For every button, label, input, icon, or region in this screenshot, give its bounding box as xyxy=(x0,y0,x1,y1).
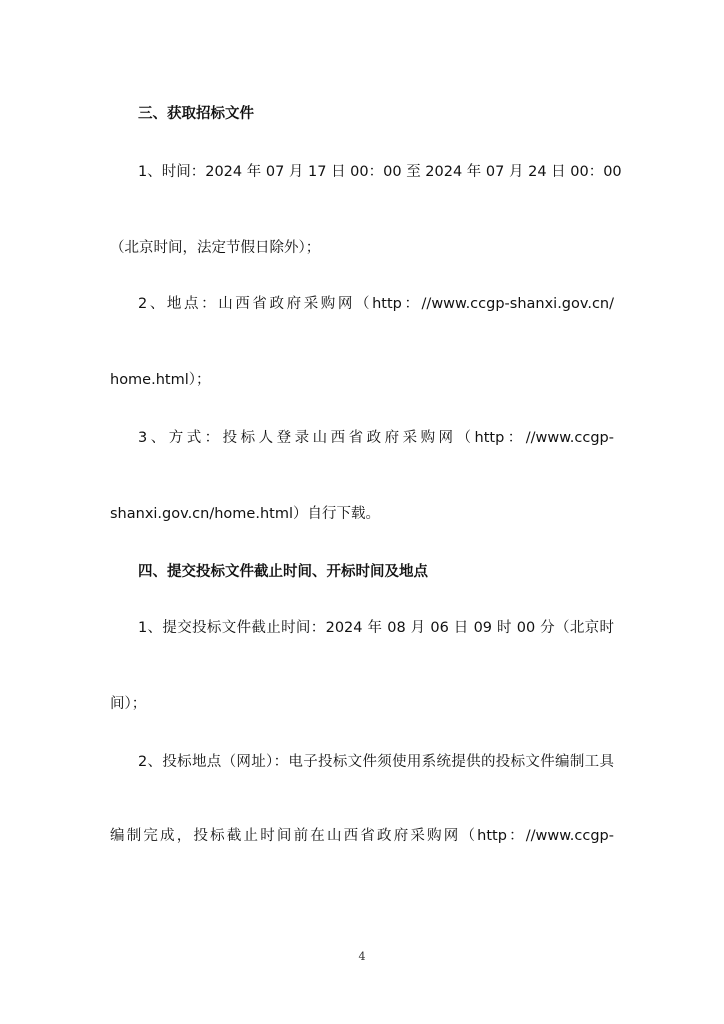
paragraph-line: 3、方式：投标人登录山西省政府采购网（http：//www.ccgp- xyxy=(138,430,614,446)
section-heading-4: 四、提交投标文件截止时间、开标时间及地点 xyxy=(138,564,428,580)
paragraph-line: （北京时间，法定节假日除外）； xyxy=(110,240,321,256)
paragraph-line: 2、地点：山西省政府采购网（http：//www.ccgp-shanxi.gov.cn/ xyxy=(138,296,614,312)
paragraph-line: 2、投标地点（网址）：电子投标文件须使用系统提供的投标文件编制工具 xyxy=(138,754,614,770)
paragraph-line: home.html）； xyxy=(110,372,211,388)
paragraph-line: shanxi.gov.cn/home.html）自行下载。 xyxy=(110,506,380,522)
paragraph-line: 1、时间：2024 年 07 月 17 日 00：00 至 2024 年 07 月 24 日 00：00 xyxy=(138,164,622,180)
paragraph-line: 1、提交投标文件截止时间：2024 年 08 月 06 日 09 时 00 分（北京时 xyxy=(138,620,614,636)
paragraph-line: 间）； xyxy=(110,696,147,712)
section-heading-3: 三、获取招标文件 xyxy=(138,106,254,122)
page-number: 4 xyxy=(358,950,366,963)
paragraph-line: 编制完成，投标截止时间前在山西省政府采购网（http：//www.ccgp- xyxy=(110,828,614,844)
